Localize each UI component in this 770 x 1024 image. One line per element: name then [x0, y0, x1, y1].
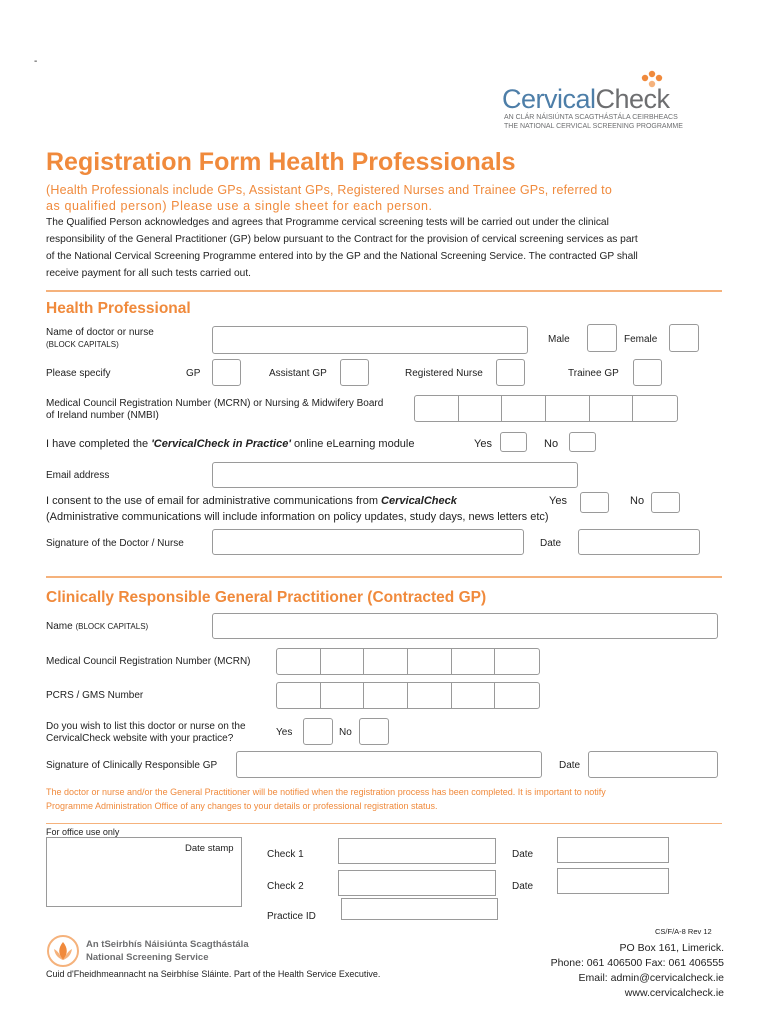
- assistant-gp-checkbox[interactable]: [340, 359, 369, 386]
- website-listing-line: CervicalCheck website with your practice?: [46, 733, 234, 744]
- intro-line: responsibility of the General Practitioner (GP) below pursuant to the Contract for the provision of cervical screening services as part: [46, 234, 638, 245]
- email-label: Email address: [46, 470, 110, 481]
- section-divider: [46, 290, 722, 292]
- gp-signature-date-label: Date: [559, 760, 581, 771]
- gp-mcrn-input[interactable]: [276, 648, 540, 675]
- subtitle-line-2: as qualified person) Please use a single sheet for each person.: [46, 199, 433, 213]
- postal-address: PO Box 161, Limerick.: [619, 942, 724, 954]
- consent-brand: CervicalCheck: [381, 495, 457, 507]
- practice-id-label: Practice ID: [267, 911, 316, 922]
- signature-label: Signature of the Doctor / Nurse: [46, 538, 184, 549]
- email-consent-statement: [46, 495, 457, 507]
- check2-label: Check 2: [267, 881, 304, 892]
- logo-line-english: THE NATIONAL CERVICAL SCREENING PROGRAMME: [504, 123, 683, 130]
- pcrs-gms-input[interactable]: [276, 682, 540, 709]
- elearning-module-name: 'CervicalCheck in Practice': [151, 438, 291, 450]
- signature-input[interactable]: [212, 529, 524, 555]
- practice-id-input[interactable]: [341, 898, 498, 920]
- hse-line-2: National Screening Service: [86, 952, 209, 963]
- subtitle-line-1: (Health Professionals include GPs, Assistant GPs, Registered Nurses and Trainee GPs, referred to: [46, 183, 612, 197]
- mcrn-nmbi-label: [46, 398, 383, 422]
- consent-text: I consent to the use of email for administrative communications from: [46, 495, 382, 507]
- consent-yes-label: Yes: [549, 495, 567, 507]
- doctor-name-label: [46, 327, 154, 351]
- notice-line: The doctor or nurse and/or the General Practitioner will be notified when the registration process has been completed. It is important to notify: [46, 787, 606, 797]
- office-use-label: For office use only: [46, 827, 120, 837]
- gp-mcrn-label: Medical Council Registration Number (MCRN): [46, 656, 251, 667]
- trainee-gp-checkbox[interactable]: [633, 359, 662, 386]
- gp-name-input[interactable]: [212, 613, 718, 639]
- logo-word-cervical: Cervical: [502, 84, 596, 114]
- signature-date-input[interactable]: [578, 529, 700, 555]
- digit-cell[interactable]: [277, 683, 321, 708]
- digit-cell[interactable]: [408, 683, 452, 708]
- section-title-contracted-gp: Clinically Responsible General Practitioner (Contracted GP): [46, 589, 487, 606]
- website-listing-question: [46, 721, 246, 745]
- doctor-name-label-text: Name of doctor or nurse: [46, 327, 154, 338]
- website-listing-line: Do you wish to list this doctor or nurse on the: [46, 721, 246, 732]
- digit-cell[interactable]: [408, 649, 452, 674]
- digit-cell[interactable]: [546, 396, 590, 421]
- male-label: Male: [548, 334, 570, 345]
- gp-signature-date-input[interactable]: [588, 751, 718, 778]
- pcrs-gms-label: PCRS / GMS Number: [46, 690, 144, 701]
- listing-yes-label: Yes: [276, 727, 293, 738]
- mcrn-nmbi-label-line: Medical Council Registration Number (MCRN) or Nursing & Midwifery Board: [46, 398, 384, 409]
- lotus-icon: [46, 935, 80, 967]
- elearning-no-label: No: [544, 438, 559, 450]
- intro-line: receive payment for all such tests carried out.: [46, 268, 251, 279]
- block-capitals-hint: (BLOCK CAPITALS): [75, 622, 149, 631]
- digit-cell[interactable]: [321, 649, 365, 674]
- date-stamp-label: Date stamp: [185, 843, 234, 854]
- gp-label: GP: [186, 368, 201, 379]
- consent-no-label: No: [630, 495, 645, 507]
- elearning-yes-checkbox[interactable]: [500, 432, 527, 452]
- gp-name-label-text: Name: [46, 621, 76, 632]
- consent-yes-checkbox[interactable]: [580, 492, 609, 513]
- check1-date-input[interactable]: [557, 837, 669, 863]
- mcrn-nmbi-label-line: of Ireland number (NMBI): [46, 410, 159, 421]
- gp-signature-input[interactable]: [236, 751, 542, 778]
- cervicalcheck-logo: [502, 70, 724, 134]
- trainee-gp-label: Trainee GP: [568, 368, 619, 379]
- elearning-no-checkbox[interactable]: [569, 432, 596, 452]
- block-capitals-hint: (BLOCK CAPITALS): [46, 340, 119, 349]
- section-divider: [46, 823, 722, 824]
- digit-cell[interactable]: [452, 649, 496, 674]
- digit-cell[interactable]: [502, 396, 546, 421]
- digit-cell[interactable]: [452, 683, 496, 708]
- digit-cell[interactable]: [364, 683, 408, 708]
- intro-line: The Qualified Person acknowledges and agrees that Programme cervical screening tests will be carried out under the clinical: [46, 217, 609, 228]
- notification-notice: [46, 785, 606, 813]
- email-input[interactable]: [212, 462, 578, 488]
- female-checkbox[interactable]: [669, 324, 699, 352]
- digit-cell[interactable]: [495, 683, 539, 708]
- digit-cell[interactable]: [590, 396, 634, 421]
- check2-date-label: Date: [512, 881, 534, 892]
- intro-paragraph: [46, 214, 638, 282]
- elearning-yes-label: Yes: [474, 438, 492, 450]
- contact-block: [551, 941, 724, 1001]
- digit-cell[interactable]: [633, 396, 677, 421]
- check2-input[interactable]: [338, 870, 496, 896]
- gp-signature-label: Signature of Clinically Responsible GP: [46, 760, 218, 771]
- registered-nurse-checkbox[interactable]: [496, 359, 525, 386]
- corner-mark: -: [34, 56, 38, 67]
- section-title-health-professional: Health Professional: [46, 300, 191, 317]
- check2-date-input[interactable]: [557, 868, 669, 894]
- listing-yes-checkbox[interactable]: [303, 718, 333, 745]
- check1-date-label: Date: [512, 849, 534, 860]
- logo-line-irish: AN CLÁR NÁISIÚNTA SCAGTHÁSTÁLA CEIRBHEACS: [504, 114, 678, 121]
- section-divider: [46, 576, 722, 578]
- mcrn-nmbi-input[interactable]: [414, 395, 678, 422]
- elearning-text-pre: I have completed the: [46, 438, 152, 450]
- phone-fax: Phone: 061 406500 Fax: 061 406555: [550, 957, 724, 969]
- gp-checkbox[interactable]: [212, 359, 241, 386]
- contact-email-link[interactable]: Email: admin@cervicalcheck.ie: [578, 972, 724, 984]
- logo-word-check: Check: [595, 84, 670, 114]
- notice-line: Programme Administration Office of any changes to your details or professional registration status.: [46, 801, 438, 811]
- signature-date-label: Date: [540, 538, 562, 549]
- female-label: Female: [624, 334, 658, 345]
- gp-name-label: [46, 621, 148, 632]
- hse-line-1: An tSeirbhís Náisiúnta Scagthástála: [86, 939, 249, 950]
- consent-note: (Administrative communications will include information on policy updates, study days, news letters etc): [46, 511, 549, 523]
- website-link[interactable]: www.cervicalcheck.ie: [624, 987, 724, 999]
- page-title: Registration Form Health Professionals: [46, 148, 516, 176]
- consent-no-checkbox[interactable]: [651, 492, 680, 513]
- digit-cell[interactable]: [459, 396, 503, 421]
- digit-cell[interactable]: [415, 396, 459, 421]
- listing-no-label: No: [339, 727, 352, 738]
- registered-nurse-label: Registered Nurse: [405, 368, 483, 379]
- digit-cell[interactable]: [495, 649, 539, 674]
- hse-logo: [46, 935, 276, 967]
- intro-line: of the National Cervical Screening Programme entered into by the GP and the National Screening Service. The contracted GP shall: [46, 251, 638, 262]
- hse-part-of: Cuid d'Fheidhmeannacht na Seirbhíse Sláinte. Part of the Health Service Executive.: [46, 969, 381, 979]
- check1-input[interactable]: [338, 838, 496, 864]
- please-specify-label: Please specify: [46, 368, 111, 379]
- digit-cell[interactable]: [321, 683, 365, 708]
- elearning-text-post: online eLearning module: [290, 438, 415, 450]
- form-reference: CS/F/A-8 Rev 12: [655, 927, 712, 936]
- digit-cell[interactable]: [364, 649, 408, 674]
- assistant-gp-label: Assistant GP: [269, 368, 327, 379]
- elearning-statement: [46, 438, 415, 450]
- check1-label: Check 1: [267, 849, 304, 860]
- listing-no-checkbox[interactable]: [359, 718, 389, 745]
- doctor-name-input[interactable]: [212, 326, 528, 354]
- male-checkbox[interactable]: [587, 324, 617, 352]
- digit-cell[interactable]: [277, 649, 321, 674]
